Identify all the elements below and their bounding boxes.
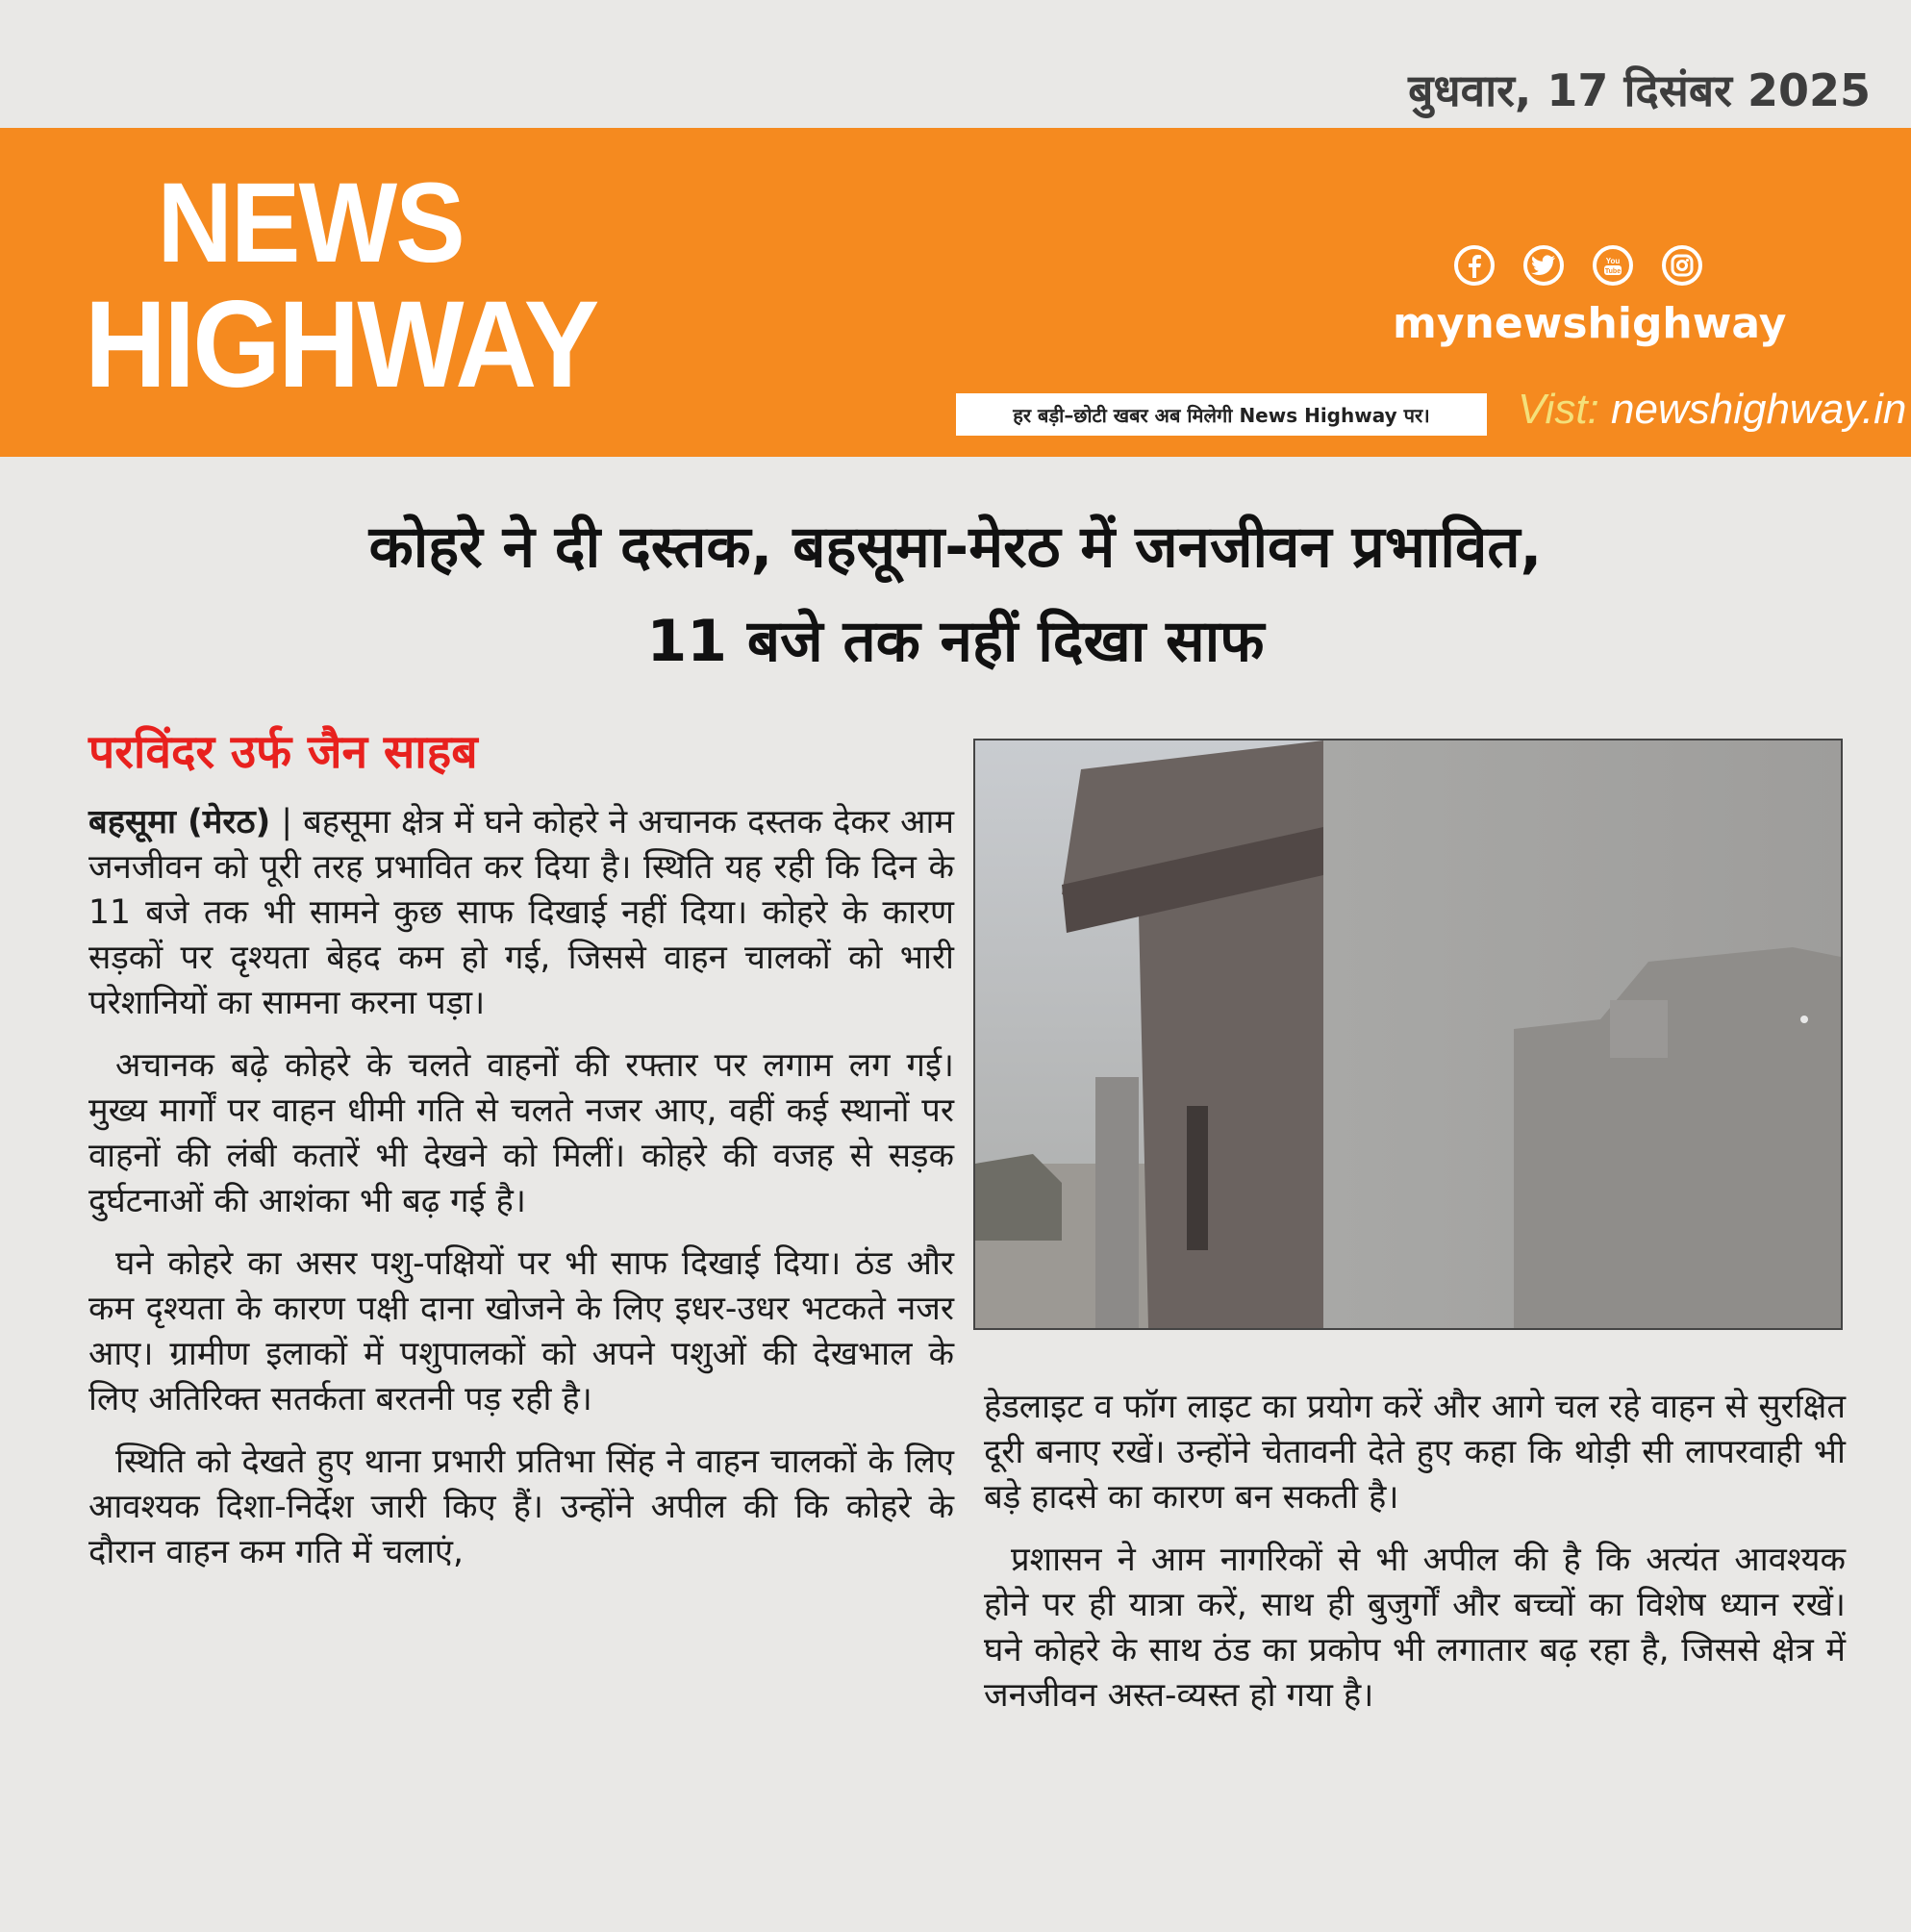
instagram-icon[interactable] xyxy=(1662,245,1702,286)
paragraph-3: घने कोहरे का असर पशु-पक्षियों पर भी साफ दिखाई दिया। ठंड और कम दृश्यता के कारण पक्षी दाना खोजने के लिए इधर-उधर भटकते नजर आए। ग्रामीण इलाकों में पशुपालकों को अपने पशुओं की देखभाल के लिए अतिरिक्त सतर्कता बरतनी पड़ रही है। xyxy=(88,1244,954,1418)
svg-text:Tube: Tube xyxy=(1604,268,1622,275)
issue-date: बुधवार, 17 दिसंबर 2025 xyxy=(1408,64,1871,116)
article-column-left xyxy=(88,800,954,1593)
social-icons xyxy=(1454,245,1702,286)
visit-link[interactable] xyxy=(1518,386,1906,434)
news-highway-logo xyxy=(85,160,641,414)
headline-line-1: कोहरे ने दी दस्तक, बहसूमा-मेरठ में जनजीवन प्रभावित, xyxy=(368,514,1543,581)
social-handle: mynewshighway xyxy=(1393,299,1787,348)
dateline-separator: | xyxy=(270,803,304,841)
svg-text:You: You xyxy=(1605,257,1621,265)
paragraph-5: प्रशासन ने आम नागरिकों से भी अपील की है कि अत्यंत आवश्यक होने पर ही यात्रा करें, साथ ही बुजुर्गों और बच्चों का विशेष ध्यान रखें। घने कोहरे के साथ ठंड का प्रकोप भी लगातार बढ़ रहा है, जिससे क्षेत्र में जनजीवन अस्त-व्यस्त हो गया है। xyxy=(984,1541,1846,1715)
masthead xyxy=(0,128,1911,457)
tagline: हर बड़ी–छोटी खबर अब मिलेगी News Highway पर। xyxy=(956,393,1487,436)
fog-street-photo xyxy=(973,739,1843,1330)
logo-line-news: NEWS xyxy=(157,160,464,287)
dateline: बहसूमा (मेरठ) xyxy=(88,803,271,841)
article-column-right xyxy=(984,1385,1846,1736)
visit-url: newshighway.in xyxy=(1611,386,1907,433)
headline-line-2: 11 बजे तक नहीं दिखा साफ xyxy=(646,608,1265,675)
twitter-icon[interactable] xyxy=(1523,245,1564,286)
paragraph-1 xyxy=(88,800,954,1026)
youtube-icon[interactable] xyxy=(1593,245,1633,286)
logo-line-highway: HIGHWAY xyxy=(85,276,597,414)
paragraph-4-continued: हेडलाइट व फॉग लाइट का प्रयोग करें और आगे चल रहे वाहन से सुरक्षित दूरी बनाए रखें। उन्होंने चेतावनी देते हुए कहा कि थोड़ी सी लापरवाही भी बड़े हादसे का कारण बन सकती है। xyxy=(984,1388,1846,1517)
paragraph-1-text: बहसूमा क्षेत्र में घने कोहरे ने अचानक दस्तक देकर आम जनजीवन को पूरी तरह प्रभावित कर दिया है। स्थिति यह रही कि दिन के 11 बजे तक भी सामने कुछ साफ दिखाई नहीं दिया। कोहरे के कारण सड़कों पर दृश्यता बेहद कम हो गई, जिससे वाहन चालकों को भारी परेशानियों का सामना करना पड़ा। xyxy=(88,803,954,1022)
paragraph-2: अचानक बढ़े कोहरे के चलते वाहनों की रफ्तार पर लगाम लग गई। मुख्य मार्गों पर वाहन धीमी गति से चलते नजर आए, वहीं कई स्थानों पर वाहनों की लंबी कतारें भी देखने को मिलीं। कोहरे की वजह से सड़क दुर्घटनाओं की आशंका भी बढ़ गई है। xyxy=(88,1046,954,1220)
author-byline: परविंदर उर्फ जैन साहब xyxy=(88,725,478,779)
facebook-icon[interactable] xyxy=(1454,245,1495,286)
article-headline xyxy=(0,500,1911,689)
visit-label: Vist: xyxy=(1518,386,1599,433)
paragraph-4: स्थिति को देखते हुए थाना प्रभारी प्रतिभा सिंह ने वाहन चालकों के लिए आवश्यक दिशा-निर्देश जारी किए हैं। उन्होंने अपील की कि कोहरे के दौरान वाहन कम गति में चलाएं, xyxy=(88,1443,954,1571)
